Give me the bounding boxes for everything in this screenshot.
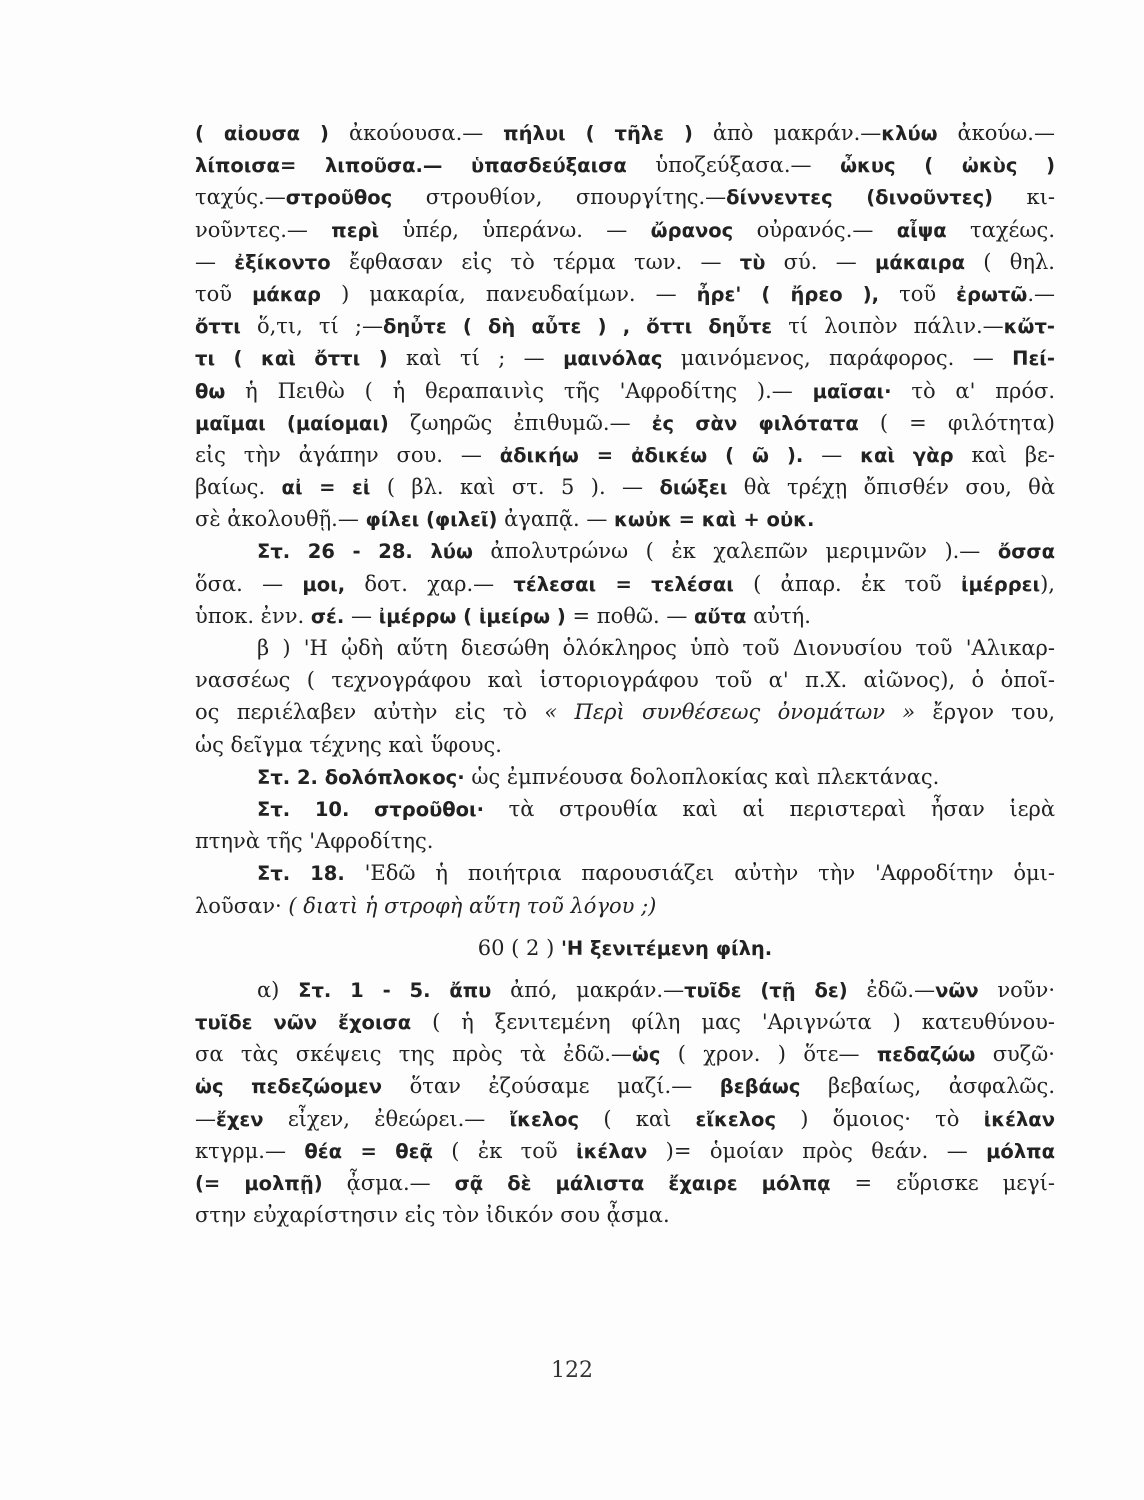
text-line: [195, 439, 1055, 471]
gloss-text: σύ. —: [765, 249, 876, 274]
gloss-text: ταχέως.: [946, 217, 1055, 242]
gloss-text: = ποθῶ. —: [565, 603, 695, 628]
gloss-text: καὶ βε-: [953, 442, 1055, 467]
lemma-term: πεδαζώω: [876, 1043, 976, 1067]
lemma-term: νῶν: [935, 978, 979, 1002]
text-line: [195, 375, 1055, 407]
text-line: [195, 1167, 1055, 1199]
lemma-term: στροῦθος: [285, 186, 393, 210]
lemma-term: (= μολπῇ): [195, 1172, 323, 1195]
gloss-text: τοῦ: [195, 281, 253, 306]
lemma-term: ἴκελος: [509, 1107, 580, 1131]
gloss-text: εἰς τὴν ἀγάπην σου. —: [195, 442, 500, 467]
lemma-term: θέα = θεᾷ: [304, 1139, 433, 1163]
lemma-term: μάκαιρα: [875, 250, 965, 274]
lemma-term: ὄσσα: [997, 540, 1055, 564]
gloss-text: βεβαίως, ἀσφαλῶς.: [800, 1074, 1055, 1099]
lemma-term: κωὐκ = καὶ + οὐκ.: [614, 508, 815, 532]
lemma-term: ἐς σὰν φιλότατα: [651, 411, 859, 435]
text-line: [195, 181, 1055, 213]
gloss-text: .—: [1027, 281, 1055, 306]
text-line: [195, 503, 1055, 535]
gloss-text: β ) 'Η ᾠδὴ αὕτη διεσώθη ὁλόκληρος ὑπὸ τοῦ Διονυσίου τοῦ 'Αλικαρ-: [257, 636, 1055, 660]
section-heading: [195, 932, 1055, 964]
lemma-term: καὶ γὰρ: [860, 443, 954, 467]
text-line: [195, 890, 1055, 922]
gloss-text: νοῦντες.—: [195, 217, 332, 242]
gloss-text: εἶχεν, ἐθεώρει.—: [263, 1106, 510, 1131]
gloss-text: λοῦσαν·: [195, 893, 289, 918]
text-line: [195, 729, 1055, 761]
gloss-text: ( = φιλότητα): [858, 410, 1055, 435]
text-line: [195, 793, 1055, 825]
gloss-text: ὑποζεύξασα.—: [626, 153, 841, 178]
gloss-text: μαινόμενος, παράφορος. —: [662, 346, 1013, 371]
lemma-term: μοι,: [302, 572, 346, 596]
gloss-text: ἀπό, μακράν.—: [491, 977, 685, 1002]
text-line: [195, 825, 1055, 857]
text-line: [195, 535, 1055, 567]
text-line: [195, 1070, 1055, 1102]
gloss-text: ὑποκ. ἐνν.: [195, 603, 311, 628]
italic-text: ( διατὶ ἡ στροφὴ αὕτη τοῦ λόγου ;): [288, 893, 657, 918]
lemma-term: αἶψα: [896, 218, 947, 242]
lemma-term: ἰμέρρει: [960, 572, 1041, 596]
lemma-term: βεβάως: [719, 1075, 801, 1099]
lemma-term: δηὖτε ( δὴ αὖτε ) , ὄττι δηὖτε: [382, 315, 773, 339]
gloss-text: ( θηλ.: [965, 249, 1055, 274]
text-line: [195, 278, 1055, 310]
text-line: [195, 632, 1055, 664]
lemma-term: τέλεσαι = τελέσαι: [513, 572, 734, 596]
lemma-term: ὡς πεδεζώομεν: [195, 1075, 383, 1099]
gloss-text: καὶ τί ; —: [387, 346, 564, 371]
lemma-term: ἰμέρρω ( ἱμείρω ): [378, 604, 566, 628]
lemma-term: ὦκυς ( ὠκὺς ): [840, 154, 1055, 178]
gloss-text: ὡς ἐμπνέουσα δολοπλοκίας καὶ πλεκτάνας.: [464, 764, 940, 789]
gloss-text: ἀκούω.—: [937, 121, 1055, 145]
text-line: [195, 857, 1055, 889]
gloss-text: σὲ ἀκολουθῇ.—: [195, 507, 366, 532]
text-line: [195, 568, 1055, 600]
gloss-text: συζῶ·: [975, 1042, 1055, 1067]
text-line: [195, 214, 1055, 246]
lemma-term: αἰ = εἰ: [281, 476, 371, 500]
gloss-text: νοῦν·: [978, 977, 1055, 1002]
gloss-text: δοτ. χαρ.—: [345, 571, 514, 596]
gloss-text: αὐτή.: [746, 603, 811, 628]
lemma-term: ὄττι: [195, 315, 241, 339]
gloss-text: ) ὅμοιος· τὸ: [776, 1106, 984, 1131]
gloss-text: ( χρον. ) ὅτε—: [660, 1042, 877, 1067]
gloss-text: ἀπὸ μακράν.—: [692, 121, 882, 145]
text-line: [195, 117, 1055, 149]
gloss-text: ἐδῶ.—: [847, 977, 936, 1002]
gloss-text: βαίως.: [195, 475, 282, 500]
gloss-text: 60 ( 2 ): [477, 935, 561, 960]
lemma-term: ( αἰουσα ): [195, 122, 349, 145]
text-line: [195, 974, 1055, 1006]
lemma-term: τυῖδε νῶν ἔχοισα: [195, 1011, 412, 1035]
gloss-text: = εὕρισκε μεγί-: [830, 1171, 1055, 1195]
text-line: [195, 1135, 1055, 1167]
gloss-text: —: [803, 442, 861, 467]
lemma-term: τι ( καὶ ὄττι ): [195, 347, 388, 371]
gloss-text: κι-: [993, 185, 1055, 210]
lemma-term: ὤρανος: [650, 218, 734, 242]
text-line: [195, 664, 1055, 696]
lemma-term: λίποισα= λιποῦσα.— ὑπασδεύξαισα: [195, 154, 627, 178]
text-line: [195, 600, 1055, 632]
gloss-text: ἔφθασαν εἰς τὸ τέρμα των. —: [330, 249, 740, 274]
text-line: [195, 342, 1055, 374]
lemma-term: ἔχεν: [216, 1107, 264, 1131]
gloss-text: θὰ τρέχῃ ὄπισθέν σου, θὰ: [727, 475, 1055, 500]
lemma-term: Στ. 18.: [257, 862, 345, 886]
lemma-term: μαῖμαι (μαίομαι): [195, 411, 389, 435]
lemma-term: τυῖδε (τῇ δε): [684, 978, 848, 1002]
gloss-text: ),: [1040, 571, 1055, 596]
text-line: [195, 1006, 1055, 1038]
gloss-text: ) μακαρία, πανευδαίμων. —: [321, 281, 697, 306]
lemma-term: Στ. 2. δολόπλοκος·: [257, 765, 465, 789]
gloss-text: τὸ α' πρόσ.: [891, 378, 1055, 403]
lemma-term: δίννεντες (δινοῦντες): [726, 186, 994, 210]
lemma-term: πήλυι ( τῆλε ): [503, 122, 693, 145]
gloss-text: 'Εδῶ ἡ ποιήτρια παρουσιάζει αὐτὴν τὴν 'Αφροδίτην ὁμι-: [344, 861, 1055, 886]
gloss-text: ( ἀπαρ. ἐκ τοῦ: [733, 571, 961, 596]
lemma-term: ἰκέλαν: [575, 1139, 648, 1163]
text-line: [195, 1199, 1055, 1231]
lemma-term: Στ. 26 - 28. λύω: [257, 540, 473, 564]
lemma-term: ὡς: [631, 1043, 661, 1067]
gloss-text: ὡς δεῖγμα τέχνης καὶ ὕφους.: [195, 732, 502, 757]
gloss-text: )= ὁμοίαν πρὸς θεάν. —: [647, 1138, 987, 1163]
gloss-text: ( βλ. καὶ στ. 5 ). —: [370, 475, 660, 500]
text-line: [195, 1038, 1055, 1070]
gloss-text: ἀπολυτρώνω ( ἐκ χαλεπῶν μεριμνῶν ).—: [472, 539, 998, 564]
gloss-text: ζωηρῶς ἐπιθυμῶ.—: [388, 410, 652, 435]
lemma-term: θω: [195, 379, 226, 403]
text-line: [195, 149, 1055, 181]
gloss-text: ὅταν ἐζούσαμε μαζί.—: [382, 1074, 720, 1099]
gloss-text: ταχύς.—: [195, 185, 286, 210]
text-line: [195, 310, 1055, 342]
gloss-text: —: [195, 249, 235, 274]
gloss-text: τοῦ: [879, 281, 957, 306]
lemma-term: Στ. 10. στροῦθοι·: [257, 797, 485, 821]
lemma-term: μάκαρ: [252, 282, 322, 306]
gloss-text: ( ἐκ τοῦ: [432, 1138, 576, 1163]
lemma-term: ἰκέλαν: [983, 1107, 1055, 1131]
lemma-term: σέ.: [310, 604, 345, 628]
lemma-term: διώξει: [659, 476, 728, 500]
gloss-text: ὑπέρ, ὑπεράνω. —: [379, 217, 651, 242]
gloss-text: ἔργον του,: [915, 700, 1055, 725]
gloss-text: σα τὰς σκέψεις της πρὸς τὰ ἐδῶ.—: [195, 1042, 632, 1067]
gloss-text: τὰ στρουθία καὶ αἱ περιστεραὶ ἦσαν ἱερὰ: [484, 796, 1055, 821]
text-line: [195, 407, 1055, 439]
lemma-term: ἦρε' ( ἤρεο ),: [696, 282, 880, 306]
lemma-term: περὶ: [331, 218, 380, 242]
gloss-text: —: [344, 603, 379, 628]
lemma-term: ἐρωτῶ: [956, 282, 1028, 306]
gloss-text: ἡ Πειθὼ ( ἡ θεραπαινὶς τῆς 'Αφροδίτης ).—: [225, 378, 813, 403]
commentary-text: [195, 117, 1055, 1231]
gloss-text: ( καὶ: [579, 1106, 696, 1131]
gloss-text: κτγρμ.—: [195, 1138, 305, 1163]
lemma-term: μαῖσαι·: [812, 379, 892, 403]
gloss-text: πτηνὰ τῆς 'Αφροδίτης.: [195, 829, 434, 854]
gloss-text: —: [195, 1106, 216, 1131]
gloss-text: ος περιέλαβεν αὐτὴν εἰς τὸ: [195, 700, 545, 725]
lemma-term: ἐξίκοντο: [234, 250, 331, 274]
lemma-term: 'Η ξενιτέμενη φίλη.: [560, 936, 773, 960]
lemma-term: σᾷ δὲ μάλιστα ἔχαιρε μόλπᾳ: [454, 1172, 831, 1195]
text-line: [195, 761, 1055, 793]
lemma-term: εἴκελος: [695, 1107, 777, 1131]
italic-text: « Περὶ συνθέσεως ὀνομάτων »: [544, 700, 916, 725]
lemma-term: φίλει (φιλεῖ): [365, 508, 498, 532]
gloss-text: στρουθίον, σπουργίτης.—: [392, 185, 727, 210]
gloss-text: ᾆσμα.—: [322, 1171, 455, 1195]
lemma-term: Πεί-: [1012, 347, 1055, 371]
gloss-text: οὐρανός.—: [733, 217, 897, 242]
gloss-text: ὅ,τι, τί ;—: [240, 314, 383, 339]
gloss-text: ( ἡ ξενιτεμένη φίλη μας 'Αριγνώτα ) κατευθύνου-: [411, 1010, 1055, 1035]
text-line: [195, 696, 1055, 728]
text-line: [195, 471, 1055, 503]
gloss-text: στην εὐχαρίστησιν εἰς τὸν ἰδικόν σου ᾆσμα.: [195, 1203, 670, 1228]
lemma-term: κλύω: [881, 122, 938, 145]
gloss-text: τί λοιπὸν πάλιν.—: [772, 314, 1004, 339]
page-number: 122: [551, 1358, 593, 1383]
lemma-term: κὤτ-: [1003, 315, 1055, 339]
lemma-term: Στ. 1 - 5. ἄπυ: [298, 978, 492, 1002]
gloss-text: ἀκούουσα.—: [348, 121, 504, 145]
lemma-term: μαινόλας: [563, 347, 663, 371]
gloss-text: ὅσα. —: [195, 571, 303, 596]
text-line: [195, 1103, 1055, 1135]
lemma-term: αὔτα: [694, 604, 747, 628]
gloss-text: α): [257, 977, 299, 1002]
gloss-text: ἀγαπᾷ. —: [497, 507, 615, 532]
lemma-term: τὺ: [739, 250, 766, 274]
gloss-text: νασσέως ( τεχνογράφου καὶ ἱστοριογράφου τοῦ α' π.Χ. αἰῶνος), ὁ ὁποῖ-: [195, 668, 1055, 693]
lemma-term: μόλπα: [986, 1139, 1055, 1163]
text-line: [195, 246, 1055, 278]
lemma-term: ἀδικήω = ἀδικέω ( ῶ ).: [499, 443, 804, 467]
